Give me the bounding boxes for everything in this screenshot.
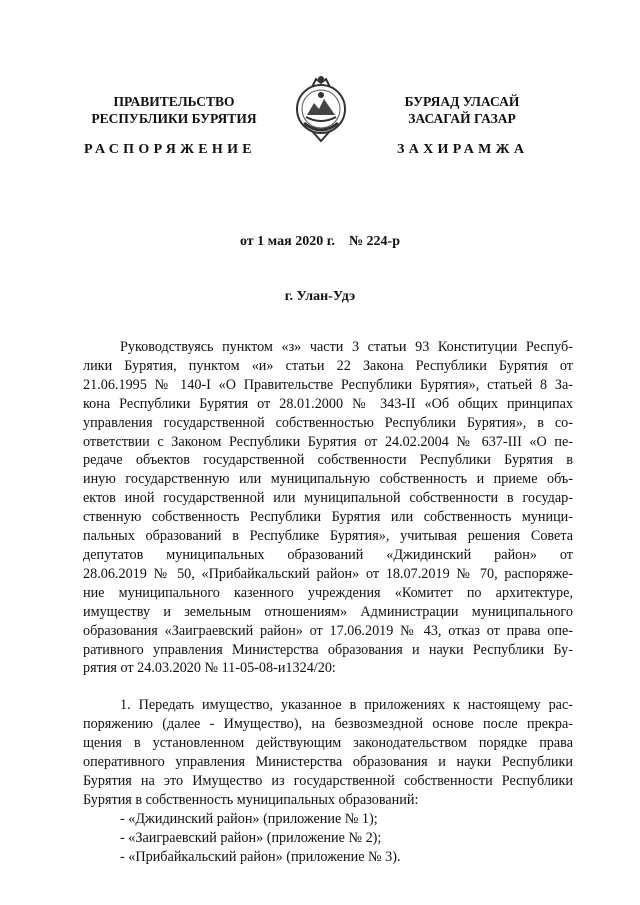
header-right-line1: БУРЯАД УЛАСАЙ [404, 94, 520, 109]
paragraph-line: щения в установленном действующим законодательством порядке права [83, 735, 573, 752]
document-number: № 224-р [348, 234, 401, 249]
paragraph-line: ектов иной государственной или муниципальной собственности в государ- [83, 490, 573, 507]
paragraph-line: кона Республики Бурятия от 28.01.2000 № 343-II «Об общих принципах [83, 395, 573, 412]
list-item: - «Заиграевский район» (приложение № 2); [120, 829, 382, 846]
list-item: - «Джидинский район» (приложение № 1); [120, 810, 378, 827]
preamble-paragraph [83, 338, 573, 678]
paragraph-line: оперативного управления Министерства образования и науки Республики [83, 754, 573, 771]
paragraph-line: ответствии с Законом Республики Бурятия от 24.02.2004 № 637-III «О пе- [83, 433, 573, 450]
document-body [83, 338, 573, 866]
header-right-line2: ЗАСАГАЙ ГАЗАР [408, 111, 516, 126]
document-type-bua: ЗАХИРАМЖА [397, 142, 529, 157]
paragraph-line: 28.06.2019 № 50, «Прибайкальский район» от 18.07.2019 № 70, распоряже- [83, 565, 573, 582]
header-right [382, 93, 542, 127]
paragraph-line: 1. Передать имущество, указанное в приложениях к настоящему рас- [120, 697, 573, 714]
paragraph-line: поряжению (далее - Имущество), на безвозмездной основе после прекра- [83, 716, 573, 733]
paragraph-line: 21.06.1995 № 140-I «О Правительстве Республики Бурятия», статьей 8 За- [83, 376, 573, 393]
paragraph-line: Бурятия на это Имущество из государственной собственности Республики [83, 772, 573, 789]
list-item: - «Прибайкальский район» (приложение № 3). [120, 848, 401, 865]
clause-1-paragraph [83, 696, 573, 866]
header-left-line1: ПРАВИТЕЛЬСТВО [113, 94, 235, 109]
paragraph-line: ственную собственность Республики Бурятия или собственность муници- [83, 509, 573, 526]
paragraph-line: ние муниципального казенного учреждения «Комитет по архитектуре, [83, 584, 573, 601]
paragraph-line: ративного управления Министерства образования и науки Республики Бу- [83, 641, 573, 658]
document-type-ru: РАСПОРЯЖЕНИЕ [84, 142, 256, 157]
coat-of-arms-icon [292, 73, 350, 145]
header-left-line2: РЕСПУБЛИКИ БУРЯТИЯ [91, 111, 257, 126]
paragraph-line: имуществу и земельным отношениям» Администрации муниципального [83, 603, 573, 620]
paragraph-line: Бурятия в собственность муниципальных образований: [83, 791, 419, 808]
paragraph-line: образования «Заиграевский район» от 17.06.2019 № 43, отказ от права опе- [83, 622, 573, 639]
document-date-number [0, 234, 640, 250]
document-city: г. Улан-Удэ [284, 289, 356, 304]
paragraph-line: рятия от 24.03.2020 № 11-05-08-и1324/20: [83, 660, 336, 677]
paragraph-line: пальных образований в Республике Бурятия», учитывая решения Совета [83, 528, 573, 545]
header-left [84, 93, 264, 127]
paragraph-line: Руководствуясь пунктом «з» части 3 статьи 93 Конституции Респуб- [120, 339, 573, 355]
document-date: от 1 мая 2020 г. [239, 234, 335, 249]
paragraph-line: управления государственной собственностью Республики Бурятия», в со- [83, 414, 573, 431]
paragraph-line: депутатов муниципальных образований «Джидинский район» от [83, 546, 573, 563]
paragraph-line: редаче объектов государственной собственности Республики Бурятия в [83, 452, 573, 469]
paragraph-line: лики Бурятия, пунктом «и» статьи 22 Закона Республики Бурятия от [83, 357, 573, 374]
paragraph-line: иную государственную или муниципальную собственность и приеме объ- [83, 471, 573, 488]
